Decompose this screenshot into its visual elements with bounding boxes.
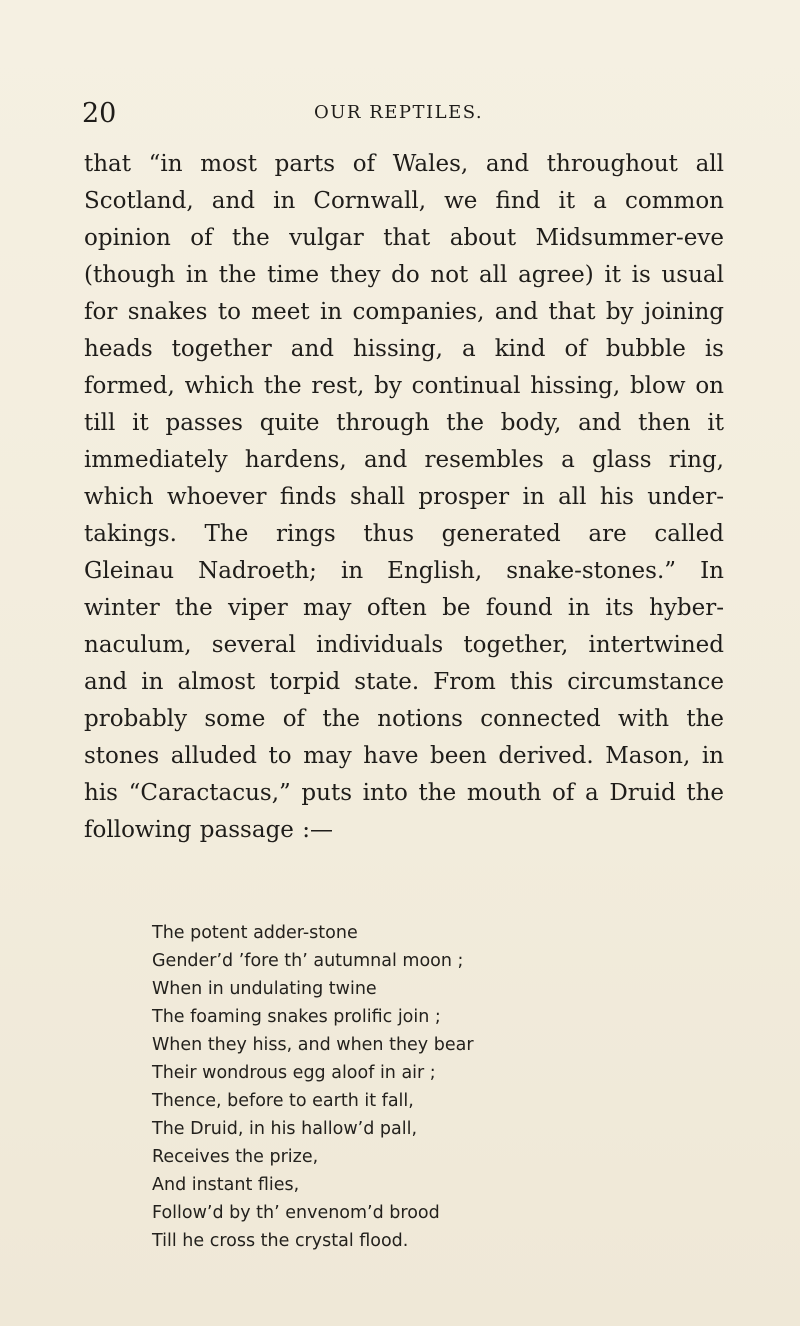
verse-line: Gender’d ’fore th’ autumnal moon ; bbox=[152, 951, 464, 971]
paragraph-line: till it passes quite through the body, and then it bbox=[84, 410, 724, 436]
verse-line: When they hiss, and when they bear bbox=[152, 1035, 474, 1055]
verse-line: And instant flies, bbox=[152, 1175, 300, 1195]
verse-line: Follow’d by th’ envenom’d brood bbox=[152, 1203, 440, 1223]
verse-line: Their wondrous egg aloof in air ; bbox=[152, 1063, 436, 1083]
paragraph-line: Scotland, and in Cornwall, we find it a common bbox=[84, 188, 724, 214]
paragraph-line: Gleinau Nadroeth; in English, snake-stones.” In bbox=[84, 558, 724, 584]
verse-line: When in undulating twine bbox=[152, 979, 377, 999]
paragraph-line: heads together and hissing, a kind of bubble is bbox=[84, 336, 724, 362]
page-header bbox=[82, 98, 722, 138]
paragraph-line: (though in the time they do not all agree) it is usual bbox=[84, 262, 724, 288]
paragraph-line: his “Caractacus,” puts into the mouth of a Druid the bbox=[84, 780, 724, 806]
running-head: OUR REPTILES. bbox=[314, 102, 484, 123]
verse-line: Till he cross the crystal flood. bbox=[152, 1231, 409, 1251]
paragraph-line: opinion of the vulgar that about Midsummer-eve bbox=[84, 225, 724, 251]
paragraph-line: which whoever finds shall prosper in all his under- bbox=[84, 484, 724, 510]
paragraph-line: that “in most parts of Wales, and throughout all bbox=[84, 151, 724, 177]
paragraph-line: and in almost torpid state. From this circumstance bbox=[84, 669, 724, 695]
paragraph-line: for snakes to meet in companies, and that by joining bbox=[84, 299, 724, 325]
paragraph-line: naculum, several individuals together, intertwined bbox=[84, 632, 724, 658]
paragraph-line: following passage :— bbox=[84, 817, 333, 843]
paragraph-line: takings. The rings thus generated are called bbox=[84, 521, 724, 547]
paragraph-line: winter the viper may often be found in its hyber- bbox=[84, 595, 724, 621]
verse-line: Thence, before to earth it fall, bbox=[152, 1091, 414, 1111]
verse-quotation bbox=[152, 919, 712, 1255]
page-number: 20 bbox=[82, 98, 117, 129]
verse-line: The Druid, in his hallow’d pall, bbox=[152, 1119, 418, 1139]
body-paragraph bbox=[84, 146, 724, 849]
verse-line: The potent adder-stone bbox=[152, 923, 358, 943]
paragraph-line: probably some of the notions connected with the bbox=[84, 706, 724, 732]
verse-line: Receives the prize, bbox=[152, 1147, 319, 1167]
paragraph-line: immediately hardens, and resembles a glass ring, bbox=[84, 447, 724, 473]
paragraph-line: formed, which the rest, by continual hissing, blow on bbox=[84, 373, 724, 399]
verse-line: The foaming snakes prolific join ; bbox=[152, 1007, 441, 1027]
paragraph-line: stones alluded to may have been derived. Mason, in bbox=[84, 743, 724, 769]
